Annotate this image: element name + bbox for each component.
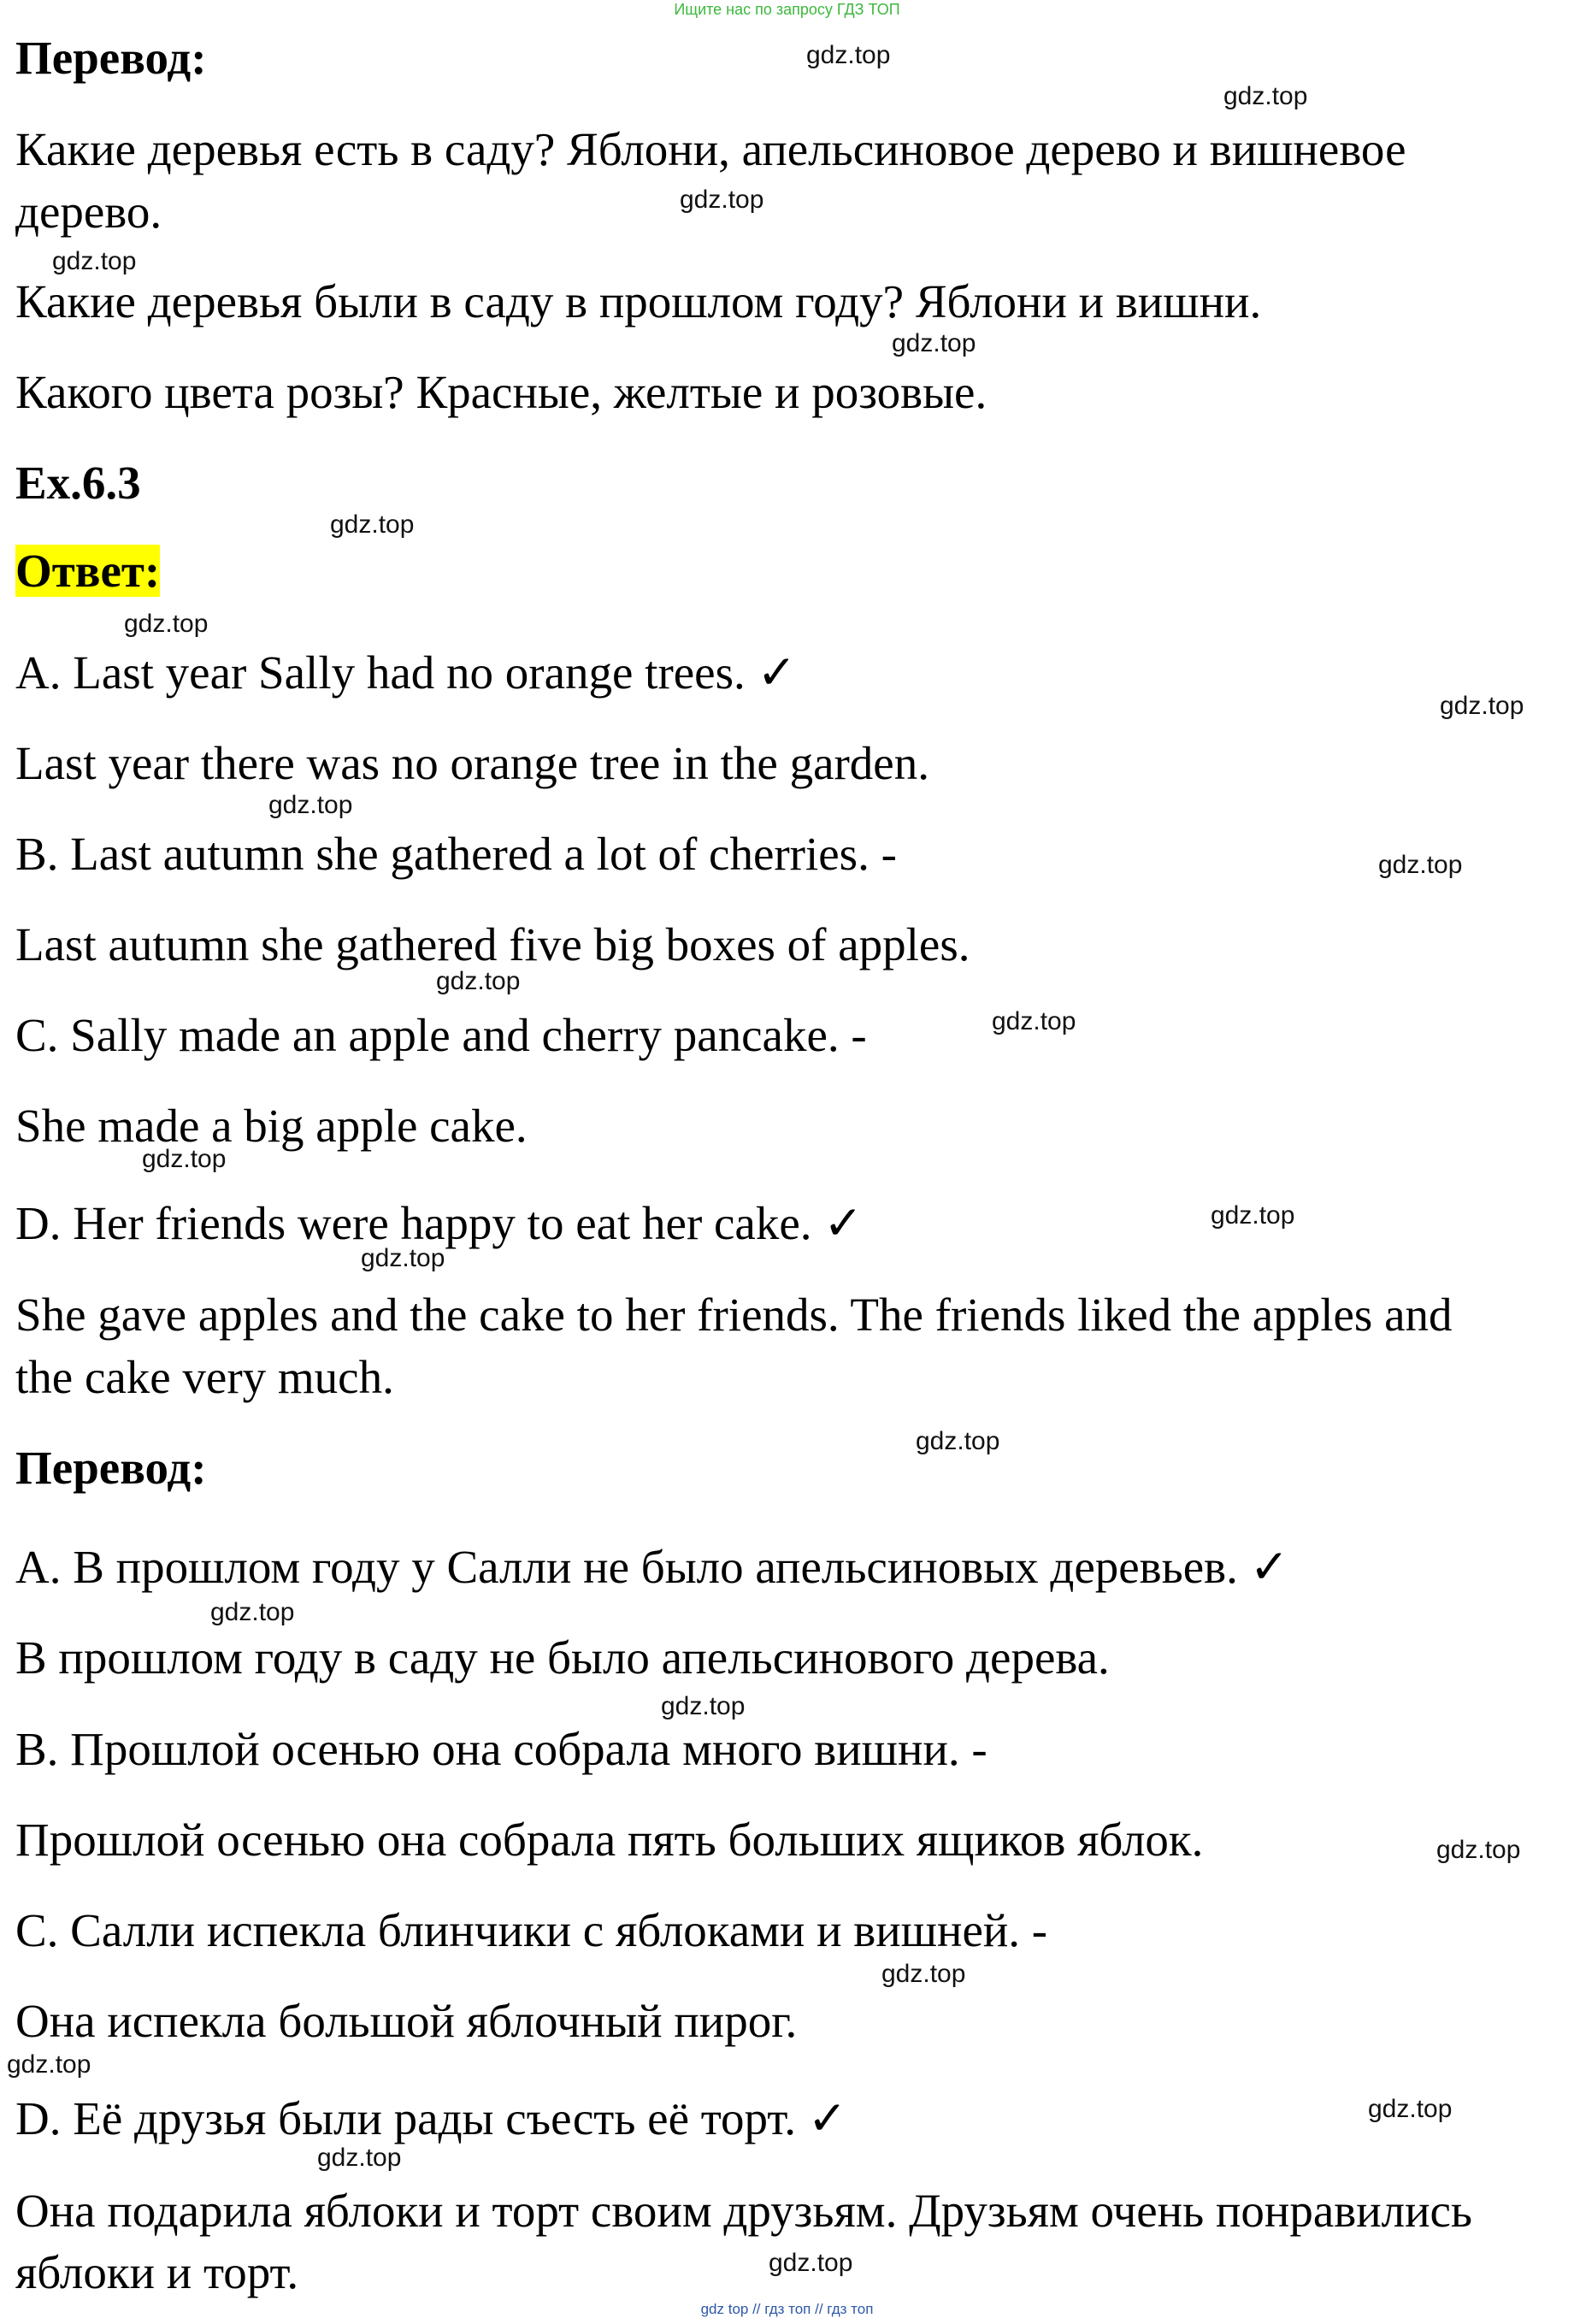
check-icon: ✓ [823,1195,864,1250]
translation-b-reason: Прошлой осенью она собрала пять больших ящиков яблок. [15,1814,1204,1866]
watermark: gdz.top [680,186,764,214]
translation-d-statement: D. Её друзья были рады съесть её торт. ✓ [15,2091,847,2145]
answer-c-statement: C. Sally made an apple and cherry pancake. - [15,1009,867,1061]
translation-line-3: Какого цвета розы? Красные, желтые и розовые. [15,366,987,418]
watermark: gdz.top [892,329,976,357]
watermark: gdz.top [992,1007,1076,1035]
watermark: gdz.top [330,510,415,539]
watermark: gdz.top [436,967,521,995]
watermark: gdz.top [881,1960,966,1988]
watermark: gdz.top [1378,851,1463,879]
translation-line-1a: Какие деревья есть в саду? Яблони, апельсиновое дерево и вишневое [15,123,1406,175]
watermark: gdz.top [1211,1201,1295,1230]
translation-heading-2: Перевод: [15,1442,207,1494]
footer-note: gdz top // гдз топ // гдз топ [700,2301,874,2317]
answer-b-reason: Last autumn she gathered five big boxes of apples. [15,918,970,970]
answer-d-reason-b: the cake very much. [15,1351,394,1403]
watermark: gdz.top [361,1244,445,1272]
answer-d-statement: D. Her friends were happy to eat her cake. ✓ [15,1195,864,1250]
watermark: gdz.top [210,1598,295,1626]
answer-d-reason-a: She gave apples and the cake to her friends. The friends liked the apples and [15,1289,1453,1341]
watermark: gdz.top [124,610,209,638]
translation-a-statement: A. В прошлом году у Салли не было апельсиновых деревьев. ✓ [15,1539,1289,1594]
watermark: gdz.top [1368,2095,1453,2123]
translation-line-2: Какие деревья были в саду в прошлом году? Яблони и вишни. [15,275,1262,327]
translation-d-reason-a: Она подарила яблоки и торт своим друзьям. Друзьям очень понравились [15,2185,1473,2237]
top-search-note: Ищите нас по запросу ГДЗ ТОП [674,1,900,18]
check-icon: ✓ [1249,1539,1289,1594]
answer-label: Ответ: [15,545,161,597]
translation-d-reason-b: яблоки и торт. [15,2246,299,2298]
answer-a-statement: A. Last year Sally had no orange trees. ✓ [15,645,797,699]
translation-heading-1: Перевод: [15,32,207,84]
watermark: gdz.top [7,2050,91,2079]
watermark: gdz.top [268,791,353,819]
answer-c-reason: She made a big apple cake. [15,1100,528,1152]
translation-a-reason: В прошлом году в саду не было апельсинового дерева. [15,1631,1110,1684]
watermark: gdz.top [142,1145,227,1173]
check-icon: ✓ [757,645,797,699]
watermark: gdz.top [806,41,891,69]
check-icon: ✓ [807,2091,847,2145]
watermark: gdz.top [1436,1836,1521,1864]
watermark: gdz.top [52,247,137,275]
translation-b-statement: B. Прошлой осенью она собрала много вишни. - [15,1723,987,1775]
watermark: gdz.top [769,2249,853,2277]
watermark: gdz.top [1440,692,1524,720]
watermark: gdz.top [1223,82,1308,110]
watermark: gdz.top [916,1427,1000,1455]
watermark: gdz.top [661,1692,746,1720]
watermark: gdz.top [317,2144,402,2172]
exercise-title: Ex.6.3 [15,457,141,509]
answer-a-reason: Last year there was no orange tree in the garden. [15,737,929,789]
translation-line-1b: дерево. [15,186,162,238]
translation-c-statement: C. Салли испекла блинчики с яблоками и вишней. - [15,1904,1048,1956]
translation-c-reason: Она испекла большой яблочный пирог. [15,1995,798,2047]
answer-b-statement: B. Last autumn she gathered a lot of cherries. - [15,828,897,880]
